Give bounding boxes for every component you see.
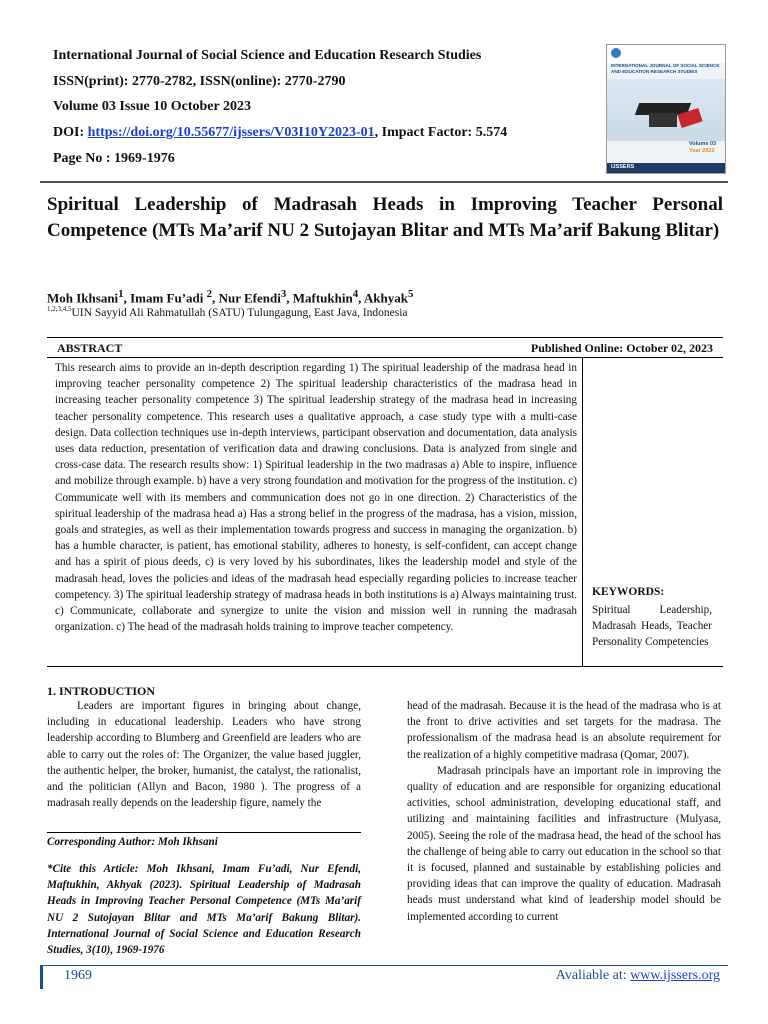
- author-name: Moh Ikhsani: [47, 290, 119, 306]
- paragraph: Madrasah principals have an important role in improving the quality of education and are responsible for organizing educational activities, school administration, developing educational staff, and utilizing and maintaining facilities and infrastructure (Mulyasa, 2005). Seeing the role of the madrasa head, the head of the school has the challenge of being able to carry out education in the school so that it is focused, planned and sustainable by establishing policies and providing ideas that can improve the quality of education. Madrasah heads must understand what kind of leadership model should be implemented according to current: [407, 764, 721, 923]
- volume-issue: Volume 03 Issue 10 October 2023: [53, 99, 251, 114]
- left-column: [47, 698, 361, 811]
- issn: ISSN(print): 2770-2782, ISSN(online): 2770-2790: [53, 74, 346, 89]
- author-name: , Akhyak: [358, 290, 409, 306]
- doi-link[interactable]: https://doi.org/10.55677/ijssers/V03I10Y2023-01: [87, 125, 375, 140]
- paragraph: Leaders are important figures in bringing about change, including in educational leadership. Leaders who have strong leadership according to Blumberg and Greenfield are leaders who are able to carry out the roles of: The Organizer, the value based juggler, the authentic helper, the broker, humanist, the catalyst, the rationalist, and the politician (Allyn and Bacon, 1980 ). The progress of a madrasah really depends on the leadership figure, namely the: [47, 700, 361, 810]
- abstract-heading: ABSTRACT: [57, 341, 123, 355]
- author-list: [47, 288, 413, 306]
- website-link[interactable]: www.ijssers.org: [630, 968, 720, 983]
- abstract-bottom-rule: [47, 666, 723, 667]
- globe-logo-icon: [611, 48, 621, 58]
- author-sup: 2: [206, 288, 213, 300]
- corresponding-author: Corresponding Author: Moh Ikhsani: [47, 836, 218, 848]
- abstract-divider: [582, 358, 583, 666]
- abstract-head-rule: [47, 357, 723, 358]
- keywords-heading: KEYWORDS:: [592, 586, 665, 598]
- footer-rule: [40, 965, 728, 966]
- doi-label: DOI:: [53, 125, 88, 140]
- footer-accent-bar: [40, 965, 43, 989]
- journal-name: International Journal of Social Science and Education Research Studies: [53, 48, 482, 63]
- abstract-text: This research aims to provide an in-depth description regarding 1) The spiritual leadership of the madrasa head in improving teacher personality competence 2) The spiritual leadership characteristics of the madrasa head in increasing teacher personality competence 3) The spiritual leadership strategy of the madrasa head in increasing teacher personality competence. This research uses a qualitative approach, a case study type with a multi-case design. Data collection techniques use in-depth interviews, participant observation and documentation, data analysis uses data reduction, presentation of verification data and drawing conclusions. Data is analyzed from single and cross-case data. The research results show: 1) Spiritual leadership in the two madrasas a) Able to inspire, influence and mobilize through example. b) have a very strong foundation and motivation for the progress of the institution. c) Communicate well with its members and communication does not go in one direction. 2) Characteristics of the spiritual leadership of the madrasa head a) Has a strong belief in the progress of the madrasa, has a vision, mission, goals and strategies, as well as their implementation towards progress and success in managing the organization. b) has a humble character, is patient, has emotional stability, adheres to honesty, is self-confident, can accept change and has a spirit of pious deeds, c) is very loved by his subordinates, likes the leadership model and style of the madrasah head, loves the policies and ideas of the madrasah head especially regarding policies to increase teacher competency. 3) The spiritual leadership strategy of madrasa heads in both institutions is a) Always maintaining trust. c) Communicate, collaborate and synergize to unite the vision and mission well in running the madrasah organization. c) The head of the madrasah holds training to improve teacher competency.: [55, 362, 577, 634]
- author-name: , Imam Fu’adi: [123, 290, 207, 306]
- abstract-box: [47, 337, 723, 667]
- paper-title: Spiritual Leadership of Madrasah Heads in Improving Teacher Personal Competence (MTs Ma’arif NU 2 Sutojayan Blitar and MTs Ma’arif Bakung Blitar): [47, 194, 723, 241]
- page-number: 1969: [64, 968, 92, 983]
- affiliation: [47, 305, 408, 319]
- author-sup: 1: [118, 288, 124, 300]
- header-rule: [40, 181, 728, 183]
- impact-factor: , Impact Factor: 5.574: [374, 125, 508, 140]
- corresponding-rule: [47, 832, 361, 833]
- section-heading-introduction: 1. INTRODUCTION: [47, 684, 156, 698]
- published-date: Published Online: October 02, 2023: [530, 341, 713, 355]
- paragraph: head of the madrasah. Because it is the head of the madrasa who is at the front to drive activities and set targets for the madrasa. The professionalism of the madrasa head is an absolute requirement for the realization of a highly competitive madrasa (Qomar, 2007).: [407, 700, 721, 761]
- author-sup: 3: [280, 288, 287, 300]
- author-sup: 5: [408, 288, 414, 300]
- affiliation-sup: 1,2,3,4,5: [47, 305, 72, 313]
- journal-cover-image: [606, 44, 726, 174]
- cover-year: Year 2023: [689, 148, 715, 154]
- abstract-top-rule: [47, 337, 723, 338]
- cover-volume: Volume 03: [689, 141, 717, 147]
- keywords-text: Spiritual Leadership, Madrasah Heads, Teacher Personality Competencies: [592, 604, 712, 649]
- available-label: Avaliable at:: [555, 968, 631, 983]
- cover-title: INTERNATIONAL JOURNAL OF SOCIAL SCIENCE AND EDUCATION RESEARCH STUDIES: [611, 63, 720, 74]
- doi-line: [53, 124, 507, 142]
- cover-brand: IJSSERS: [611, 164, 635, 170]
- right-column: [407, 698, 721, 925]
- author-sup: 4: [352, 288, 359, 300]
- affiliation-text: UIN Sayyid Ali Rahmatullah (SATU) Tulungagung, East Java, Indonesia: [71, 306, 408, 319]
- author-name: , Maftukhin: [286, 290, 353, 306]
- author-name: , Nur Efendi: [212, 290, 281, 306]
- availability: [556, 968, 720, 984]
- page-range: Page No : 1969-1976: [53, 151, 175, 166]
- citation-block: *Cite this Article: Moh Ikhsani, Imam Fu’adi, Nur Efendi, Maftukhin, Akhyak (2023). Spiritual Leadership of Madrasah Heads in Improving Teacher Personal Competence (MTs Ma’arif NU 2 Sutojayan Blitar and MTs Ma’arif Bakung Blitar). International Journal of Social Science and Education Research Studies, 3(10), 1969-1976: [47, 863, 361, 957]
